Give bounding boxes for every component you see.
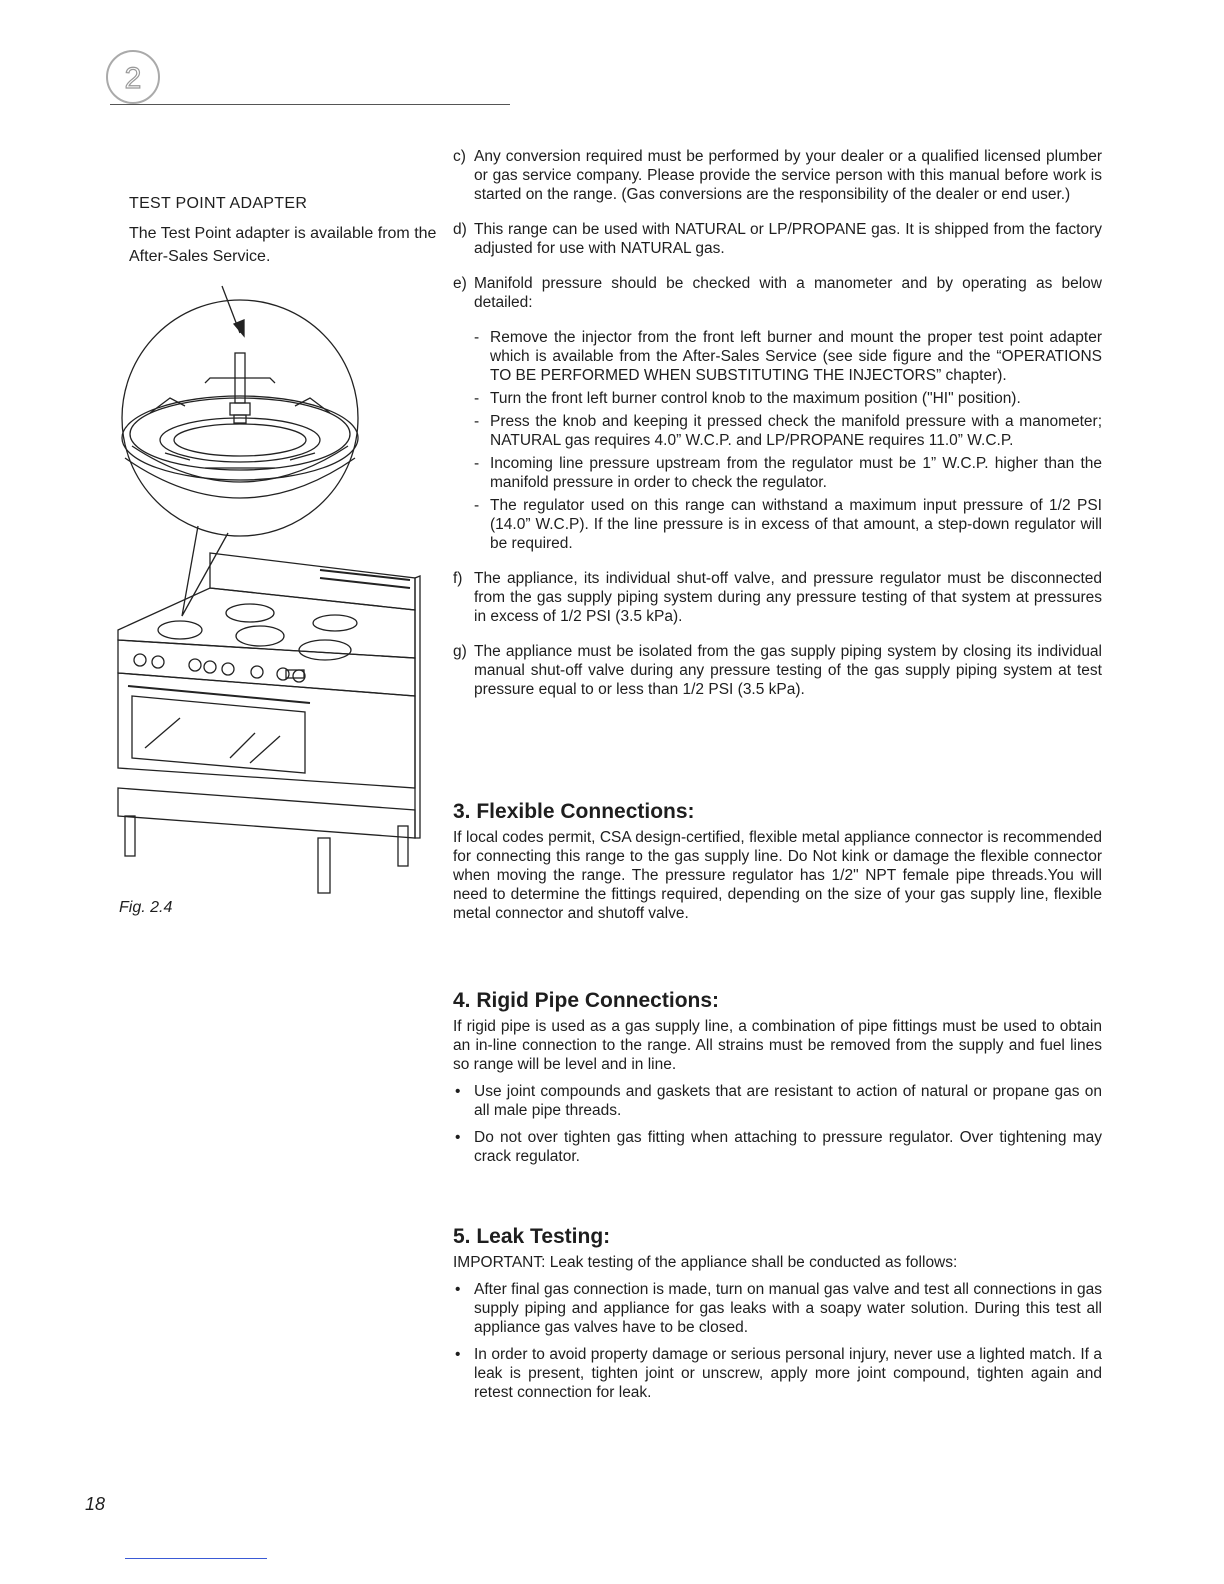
sub-item: - Turn the front left burner control knob to the maximum position ("HI" position). [474, 390, 1021, 407]
sub-item-text: Remove the injector from the front left burner and mount the proper test point adapter which is available from the After-Sales Service (see side figure and the “OPERATIONS TO BE PERFORMED WHEN SUBSTITUTING THE INJECTORS” chapter). [490, 329, 1102, 384]
item-label: c) [453, 148, 466, 165]
section-text: If rigid pipe is used as a gas supply line, a combination of pipe fittings must be used to obtain an in-line connection to the range. All strains must be removed from the supply and fuel lines so range will be level and in line. [453, 1018, 1102, 1073]
section-rigid-pipe-connections [453, 988, 1102, 1174]
main-column [453, 147, 1102, 1401]
section-text: IMPORTANT: Leak testing of the appliance shall be conducted as follows: [453, 1254, 958, 1271]
section-title: 5. Leak Testing: [453, 1225, 611, 1248]
list-item-e [453, 274, 1102, 312]
sub-item: - Remove the injector from the front left burner and mount the proper test point adapter which is available from the After-Sales Service (see side figure and the “OPERATIONS TO BE PERFORMED WHEN SUBSTITUTING THE INJECTORS” chapter). [474, 329, 1102, 384]
item-text: The appliance must be isolated from the gas supply piping system by closing its individual manual shut-off valve during any pressure testing of the gas supply piping system at test pressure equal to or less than 1/2 PSI (3.5 kPa). [474, 643, 1102, 698]
sub-item-text: Press the knob and keeping it pressed check the manifold pressure with a manometer; NATURAL gas requires 4.0” W.C.P. and LP/PROPANE requires 11.0” W.C.P. [490, 413, 1102, 449]
sub-item-text: Turn the front left burner control knob to the maximum position ("HI" position). [490, 390, 1021, 407]
range-test-point-figure [110, 278, 430, 928]
bullet-item: • In order to avoid property damage or serious personal injury, never use a lighted match. If a leak is present, tighten joint or unscrew, apply more joint compound, tighten again and retest connection for leak. [455, 1346, 1102, 1401]
footer-rule [125, 1558, 267, 1559]
sidebar-text: The Test Point adapter is available from the After-Sales Service. [129, 225, 437, 265]
bullet-item: • Use joint compounds and gaskets that are resistant to action of natural or propane gas on all male pipe threads. [455, 1083, 1102, 1119]
section-title: 4. Rigid Pipe Connections: [453, 989, 720, 1012]
list-item-c [453, 147, 1102, 204]
sub-item-text: The regulator used on this range can withstand a maximum input pressure of 1/2 PSI (14.0” W.C.P). If the line pressure is in excess of that amount, a step-down regulator will be required. [490, 497, 1102, 552]
item-text: Manifold pressure should be checked with a manometer and by operating as below detailed: [474, 275, 1102, 311]
bullet-text: After final gas connection is made, turn on manual gas valve and test all connections in gas supply piping and appliance for gas leaks with a soapy water solution. During this test all appliance gas valves have to be closed. [474, 1281, 1102, 1336]
item-label: f) [453, 570, 463, 587]
chapter-rule [110, 104, 510, 105]
sub-item: - The regulator used on this range can withstand a maximum input pressure of 1/2 PSI (14.0” W.C.P). If the line pressure is in excess of that amount, a step-down regulator will be required. [474, 497, 1102, 552]
bullet-item: • After final gas connection is made, turn on manual gas valve and test all connections in gas supply piping and appliance for gas leaks with a soapy water solution. During this test all appliance gas valves have to be closed. [455, 1281, 1102, 1336]
bullet-text: In order to avoid property damage or serious personal injury, never use a lighted match. If a leak is present, tighten joint or unscrew, apply more joint compound, tighten again and retest connection for leak. [474, 1346, 1102, 1401]
item-text: The appliance, its individual shut-off valve, and pressure regulator must be disconnected from the gas supply piping system during any pressure testing of that system at pressures in excess of 1/2 PSI (3.5 kPa). [474, 570, 1102, 625]
figure-label: Fig. 2.4 [119, 899, 173, 916]
item-label: g) [453, 643, 467, 660]
chapter-number-badge [104, 48, 162, 106]
sub-item-text: Incoming line pressure upstream from the regulator must be 1” W.C.P. higher than the manifold pressure in order to check the regulator. [490, 455, 1102, 491]
section-text: If local codes permit, CSA design-certified, flexible metal appliance connector is recommended for connecting this range to the gas supply line. Do Not kink or damage the flexible connector when moving the range. The pressure regulator has 1/2" NPT female pipe threads.You will need to determine the fittings required, depending on the size of your gas supply line, flexible metal connector and shutoff valve. [453, 829, 1102, 922]
list-item-d [453, 220, 1102, 258]
item-text: Any conversion required must be performed by your dealer or a qualified licensed plumber or gas service company. Please provide the service person with this manual before work is started on the range. (Gas conversions are the responsibility of the dealer or end user.) [474, 148, 1102, 203]
bullet-item: • Do not over tighten gas fitting when attaching to pressure regulator. Over tightening may crack regulator. [455, 1129, 1102, 1165]
section-flexible-connections [453, 799, 1102, 931]
bullet-text: Do not over tighten gas fitting when attaching to pressure regulator. Over tightening may crack regulator. [474, 1129, 1102, 1165]
sidebar-heading: TEST POINT ADAPTER [129, 195, 308, 212]
list-item-f [453, 569, 1102, 626]
list-item-g [453, 642, 1102, 699]
section-leak-testing [453, 1224, 1102, 1410]
item-label: d) [453, 221, 467, 238]
section-title: 3. Flexible Connections: [453, 800, 695, 823]
sub-item: - Press the knob and keeping it pressed check the manifold pressure with a manometer; NATURAL gas requires 4.0” W.C.P. and LP/PROPANE requires 11.0” W.C.P. [474, 413, 1102, 449]
item-text: This range can be used with NATURAL or LP/PROPANE gas. It is shipped from the factory adjusted for use with NATURAL gas. [474, 221, 1102, 257]
sub-item: - Incoming line pressure upstream from the regulator must be 1” W.C.P. higher than the manifold pressure in order to check the regulator. [474, 455, 1102, 491]
item-label: e) [453, 275, 467, 292]
page-number: 18 [85, 1494, 106, 1514]
bullet-text: Use joint compounds and gaskets that are resistant to action of natural or propane gas on all male pipe threads. [474, 1083, 1102, 1119]
chapter-number: 2 [124, 62, 142, 95]
